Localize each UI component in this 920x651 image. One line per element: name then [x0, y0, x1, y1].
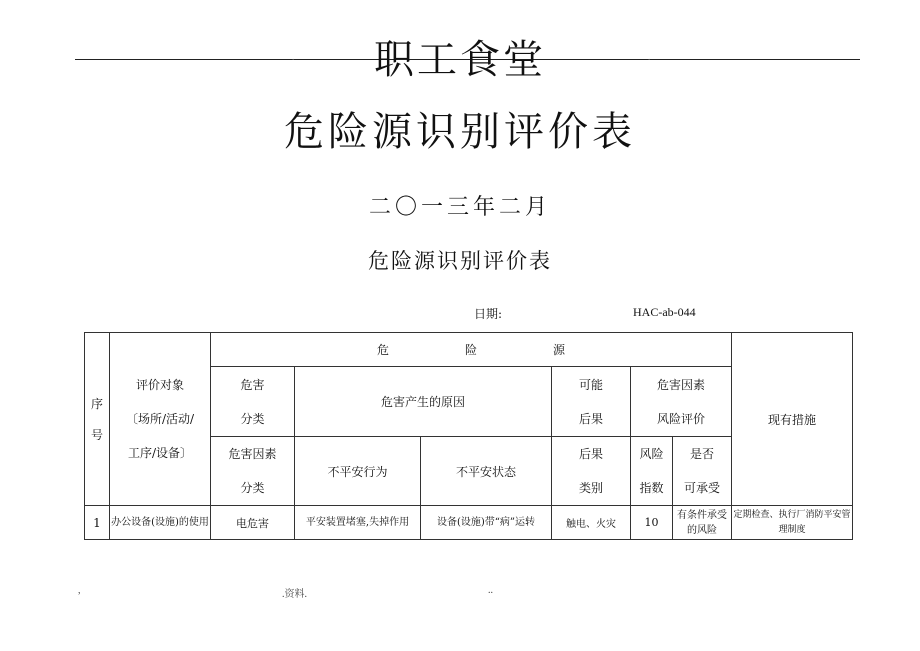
footer-center-text: .资料. — [282, 589, 307, 600]
hazard-source-char1: 危 — [376, 343, 389, 357]
consequence-type-line1: 后果 — [578, 447, 603, 461]
consequence-header — [552, 367, 631, 437]
hazard-source-char3: 源 — [553, 343, 566, 357]
top-dot-left: . — [292, 52, 295, 62]
seq-header-line2: 号 — [90, 428, 103, 442]
hazard-class-line2: 分类 — [240, 411, 265, 426]
subtitle: 危险源识别评价表 — [368, 249, 552, 273]
factor-class-header — [211, 437, 295, 506]
risk-index-header — [631, 437, 673, 506]
unsafe-act-header: 不平安行为 — [295, 437, 421, 506]
row-unsafe-state: 设备(设施)带“病”运转 — [421, 506, 552, 540]
hazard-source-header — [211, 333, 732, 367]
target-header-line2: 〔场所/活动/ — [125, 412, 195, 426]
consequence-type-line2: 类别 — [578, 481, 603, 495]
seq-header — [85, 333, 110, 506]
cause-header: 危害产生的原因 — [295, 367, 552, 437]
footer-left-mark: , — [78, 585, 81, 596]
hazard-class-header — [211, 367, 295, 437]
hazard-class-line1: 危害 — [240, 377, 265, 392]
consequence-line2: 后果 — [578, 411, 603, 426]
doc-code: HAC-ab-044 — [633, 305, 696, 319]
unsafe-state-header: 不平安状态 — [421, 437, 552, 506]
acceptable-line2: 可承受 — [683, 481, 720, 495]
row-risk-index: 10 — [631, 506, 673, 540]
row-acceptable: 有条件承受的风险 — [673, 506, 732, 540]
risk-eval-line1: 危害因素 — [656, 377, 705, 392]
risk-index-line2: 指数 — [639, 481, 664, 495]
hazard-table — [84, 332, 853, 540]
risk-eval-line2: 风险评价 — [656, 411, 705, 426]
row-consequence-type: 触电、火灾 — [552, 506, 631, 540]
title-line2: 危险源识别评价表 — [284, 109, 636, 155]
date-text: 二〇一三年二月 — [368, 195, 551, 220]
row-measures: 定期检查、执行厂消防平安管理制度 — [732, 506, 853, 540]
date-label: 日期: — [474, 307, 503, 321]
measures-header: 现有措施 — [732, 333, 853, 506]
consequence-line1: 可能 — [578, 377, 603, 392]
hazard-source-char2: 险 — [464, 343, 477, 357]
row-seq: 1 — [85, 506, 110, 540]
row-target: 办公设备(设施)的使用 — [110, 506, 211, 540]
risk-index-line1: 风险 — [639, 447, 664, 461]
factor-class-line1: 危害因素 — [228, 447, 277, 461]
consequence-type-header — [552, 437, 631, 506]
target-header — [110, 333, 211, 506]
row-factor-class: 电危害 — [211, 506, 295, 540]
target-header-line3: 工序/设备〕 — [127, 446, 193, 460]
row-unsafe-act: 平安装置堵塞,失掉作用 — [295, 506, 421, 540]
risk-eval-header — [631, 367, 732, 437]
seq-header-line1: 序 — [90, 397, 103, 411]
acceptable-header — [673, 437, 732, 506]
acceptable-line1: 是否 — [689, 447, 714, 461]
table-row — [85, 506, 853, 540]
title-line1: 职工食堂 — [374, 37, 546, 83]
target-header-line1: 评价对象 — [135, 378, 184, 392]
footer-right-mark: .. — [488, 585, 493, 596]
factor-class-line2: 分类 — [240, 481, 265, 495]
top-dot-right: . — [648, 52, 651, 62]
